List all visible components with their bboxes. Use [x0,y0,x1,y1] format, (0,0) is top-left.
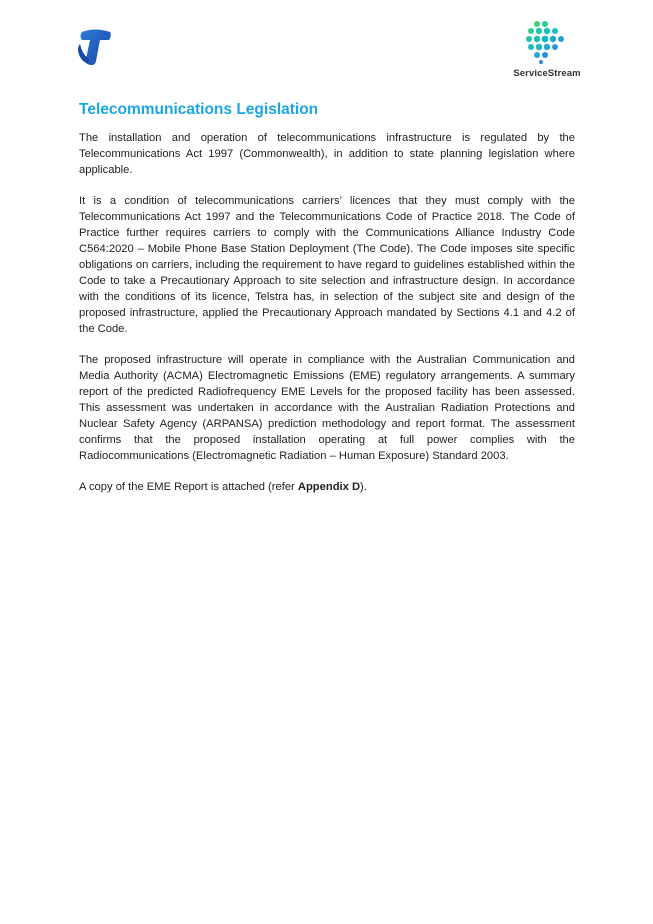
section-heading: Telecommunications Legislation [79,101,319,118]
eme-report-text-end: ). [360,481,367,493]
telstra-logo [76,28,114,68]
telstra-t-icon [76,28,114,68]
paragraph-eme-compliance: The proposed infrastructure will operate in compliance with the Australian Communication and Media Authority (ACMA) Electromagnetic Emissions (EME) regulatory arrangements. A summary report of the predicted Radiofrequency EME Levels for the proposed facility has been assessed. This assessment was undertaken in accordance with the Australian Radiation Protections and Nuclear Safety Agency (ARPANSA) prediction methodology and report format. The assessment confirms that the proposed installation operating at full power complies with the Radiocommunications (Electromagnetic Radiation – Human Exposure) Standard 2003. [79,354,575,462]
servicestream-wordmark: ServiceStream [513,68,581,79]
paragraph-legislation: The installation and operation of telecommunications infrastructure is regulated by the Telecommunications Act 1997 (Commonwealth), in addition to state planning legislation where applicable. [79,132,575,176]
appendix-reference: Appendix D [297,481,361,493]
servicestream-logo [505,20,589,82]
eme-report-text: A copy of the EME Report is attached (refer [79,481,298,493]
servicestream-dots-icon [525,20,569,64]
paragraph-eme-report [79,479,575,495]
document-body [79,100,575,510]
paragraph-licence-conditions: It is a condition of telecommunications carriers’ licences that they must comply with the Telecommunications Act 1997 and the Telecommunications Code of Practice 2018. The Code of Practice further requires carriers to comply with the Communications Alliance Industry Code C564:2020 – Mobile Phone Base Station Deployment (The Code). The Code imposes site specific obligations on carriers, including the requirement to have regard to guidelines established within the Code to take a Precautionary Approach to site selection and infrastructure design. In accordance with the conditions of its licence, Telstra has, in selection of the subject site and design of the proposed infrastructure, applied the Precautionary Approach mandated by Sections 4.1 and 4.2 of the Code. [79,195,575,335]
